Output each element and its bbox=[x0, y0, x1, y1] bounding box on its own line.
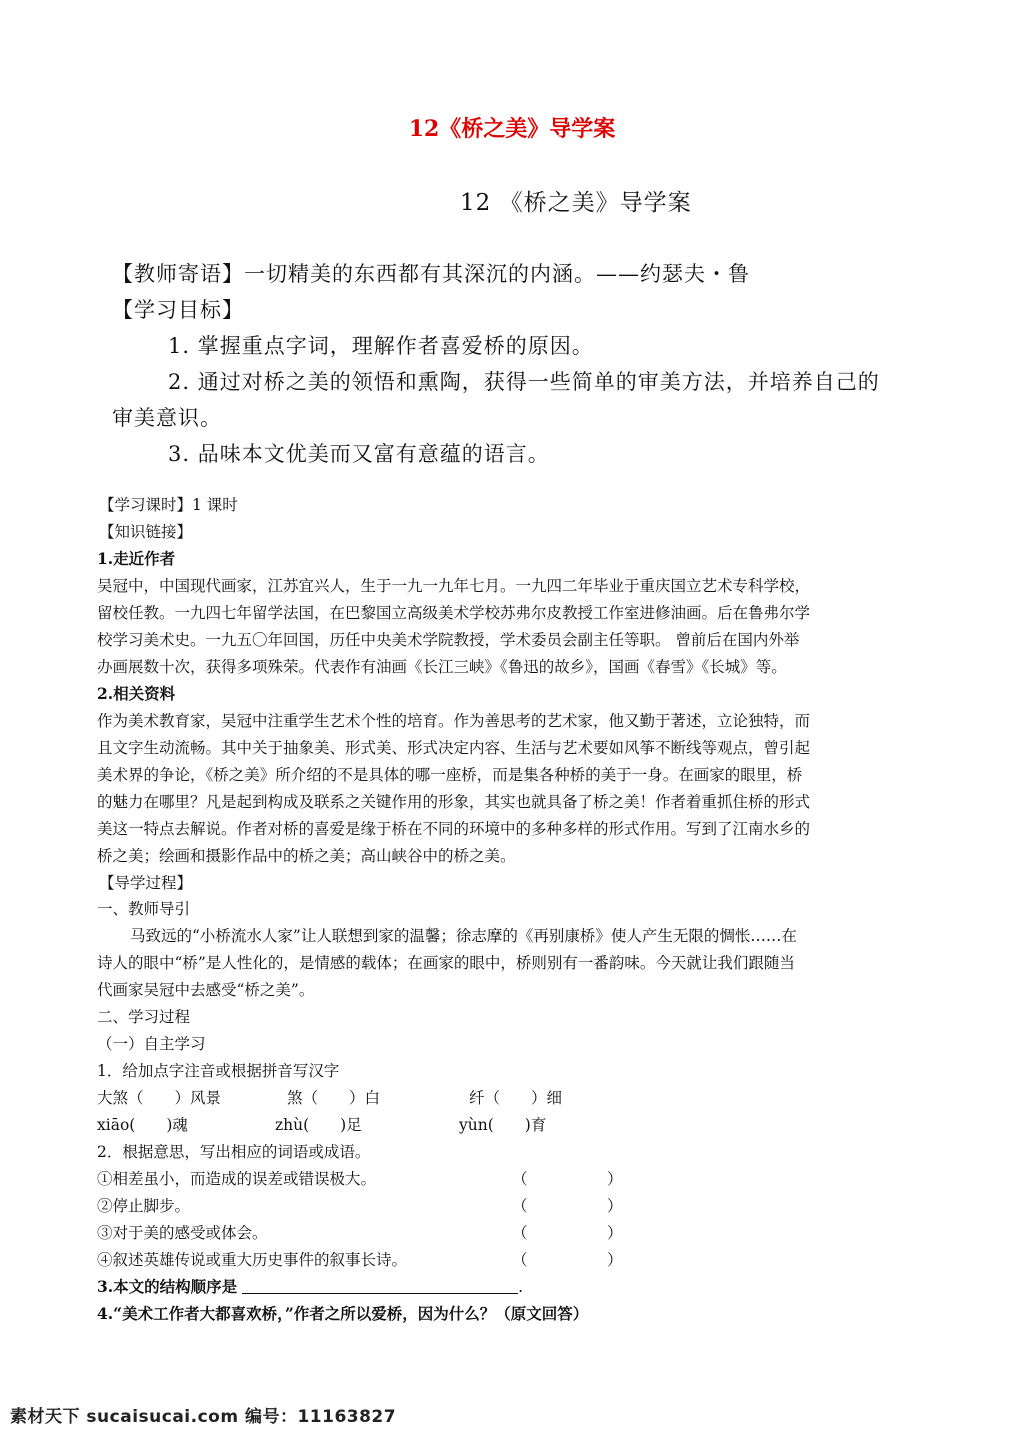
q2-paren-open: （ bbox=[512, 1224, 528, 1242]
q1-item: 煞（ ）白 bbox=[287, 1089, 381, 1107]
q1-item: yùn( )育 bbox=[459, 1116, 547, 1134]
q2-item: ①相差虽小，而造成的误差或错误极大。 bbox=[97, 1170, 377, 1188]
q2-paren-close: ） bbox=[607, 1224, 623, 1242]
goal-2b: 审美意识。 bbox=[112, 406, 222, 430]
q2-item: ④叙述英雄传说或重大历史事件的叙事长诗。 bbox=[97, 1251, 408, 1269]
author-para-line: 办画展数十次，获得多项殊荣。代表作有油画《长江三峡》《鲁迅的故乡》，国画《春雪》《长城》等。 bbox=[97, 658, 787, 676]
materials-para-line: 美这一特点去解说。作者对桥的喜爱是缘于桥在不同的环境中的多种多样的形式作用。写到了江南水乡的 bbox=[97, 820, 811, 838]
materials-para-line: 美术界的争论，《桥之美》所介绍的不是具体的哪一座桥，而是集各种桥的美于一身。在画家的眼里，桥 bbox=[97, 766, 803, 784]
goal-1: 1. 掌握重点字词，理解作者喜爱桥的原因。 bbox=[168, 334, 594, 358]
lesson-time: 【学习课时】1 课时 bbox=[99, 496, 238, 514]
materials-para-line: 的魅力在哪里？凡是起到构成及联系之关键作用的形象，其实也就具备了桥之美！作者着重抓住桥的形式 bbox=[97, 793, 811, 811]
author-para-line: 吴冠中，中国现代画家，江苏宜兴人，生于一九一九年七月。一九四二年毕业于重庆国立艺术专科学校， bbox=[97, 577, 811, 595]
author-para-line: 留校任教。一九四七年留学法国，在巴黎国立高级美术学校苏弗尔皮教授工作室进修油画。后在鲁弗尔学 bbox=[97, 604, 811, 622]
teacher-words: 【教师寄语】一切精美的东西都有其深沉的内涵。——约瑟夫・鲁 bbox=[112, 262, 750, 286]
guide-para-line: 诗人的眼中“桥”是人性化的，是情感的载体；在画家的眼中，桥则别有一番韵味。今天就让我们跟随当 bbox=[97, 954, 795, 972]
goal-3: 3. 品味本文优美而又富有意蕴的语言。 bbox=[168, 442, 550, 466]
knowledge-link-heading: 【知识链接】 bbox=[99, 523, 193, 541]
goal-2a: 2. 通过对桥之美的领悟和熏陶，获得一些简单的审美方法，并培养自己的 bbox=[168, 370, 880, 394]
question-3-end: . bbox=[518, 1278, 524, 1296]
question-2: 2．根据意思，写出相应的词语或成语。 bbox=[97, 1143, 371, 1161]
question-4 bbox=[97, 1302, 588, 1324]
materials-para-line: 且文字生动流畅。其中关于抽象美、形式美、形式决定内容、生活与艺术要如风筝不断线等观点，曾引起 bbox=[97, 739, 811, 757]
question-1: 1．给加点字注音或根据拼音写汉字 bbox=[97, 1062, 340, 1080]
author-heading: 1.走近作者 bbox=[97, 549, 176, 568]
answer-blank[interactable] bbox=[242, 1277, 518, 1294]
q2-paren-close: ） bbox=[607, 1251, 623, 1269]
q1-item: 纤（ ）细 bbox=[469, 1089, 563, 1107]
guide-para-line: 代画家吴冠中去感受“桥之美”。 bbox=[97, 981, 315, 999]
q2-item: ③对于美的感受或体会。 bbox=[97, 1224, 268, 1242]
goals-heading: 【学习目标】 bbox=[112, 298, 244, 322]
q2-item: ②停止脚步。 bbox=[97, 1197, 191, 1215]
question-3 bbox=[97, 1275, 523, 1297]
q1-item: 大煞（ ）风景 bbox=[97, 1089, 222, 1107]
q2-paren-open: （ bbox=[512, 1197, 528, 1215]
watermark: 素材天下 sucaisucai.com 编号：11163827 bbox=[10, 1407, 397, 1427]
author-para-line: 校学习美术史。一九五〇年回国，历任中央美术学院教授，学术委员会副主任等职。 曾前后在国内外举 bbox=[97, 631, 800, 649]
q2-paren-open: （ bbox=[512, 1170, 528, 1188]
red-title: 12《桥之美》导学案 bbox=[408, 116, 616, 142]
q2-paren-close: ） bbox=[607, 1197, 623, 1215]
question-4-text: 4.“美术工作者大都喜欢桥，”作者之所以爱桥，因为什么？（原文回答） bbox=[97, 1304, 589, 1323]
document-title: 12 《桥之美》导学案 bbox=[460, 190, 692, 216]
materials-para-line: 桥之美；绘画和摄影作品中的桥之美；高山峡谷中的桥之美。 bbox=[97, 847, 516, 865]
self-study-heading: （一）自主学习 bbox=[97, 1035, 206, 1053]
materials-heading: 2.相关资料 bbox=[97, 684, 176, 703]
learning-process-heading: 二、学习过程 bbox=[97, 1008, 191, 1026]
question-3-label: 3.本文的结构顺序是 bbox=[97, 1277, 238, 1296]
materials-para-line: 作为美术教育家，吴冠中注重学生艺术个性的培育。作为善思考的艺术家，他又勤于著述，立论独特，而 bbox=[97, 712, 811, 730]
process-heading: 【导学过程】 bbox=[99, 874, 193, 892]
q1-item: zhù( )足 bbox=[275, 1116, 362, 1134]
teacher-guide-heading: 一、教师导引 bbox=[97, 900, 191, 918]
guide-para-line: 马致远的“小桥流水人家”让人联想到家的温馨；徐志摩的《再别康桥》使人产生无限的惆怅……在 bbox=[130, 927, 797, 945]
q2-paren-open: （ bbox=[512, 1251, 528, 1269]
q1-item: xiāo( )魂 bbox=[97, 1116, 188, 1134]
q2-paren-close: ） bbox=[607, 1170, 623, 1188]
